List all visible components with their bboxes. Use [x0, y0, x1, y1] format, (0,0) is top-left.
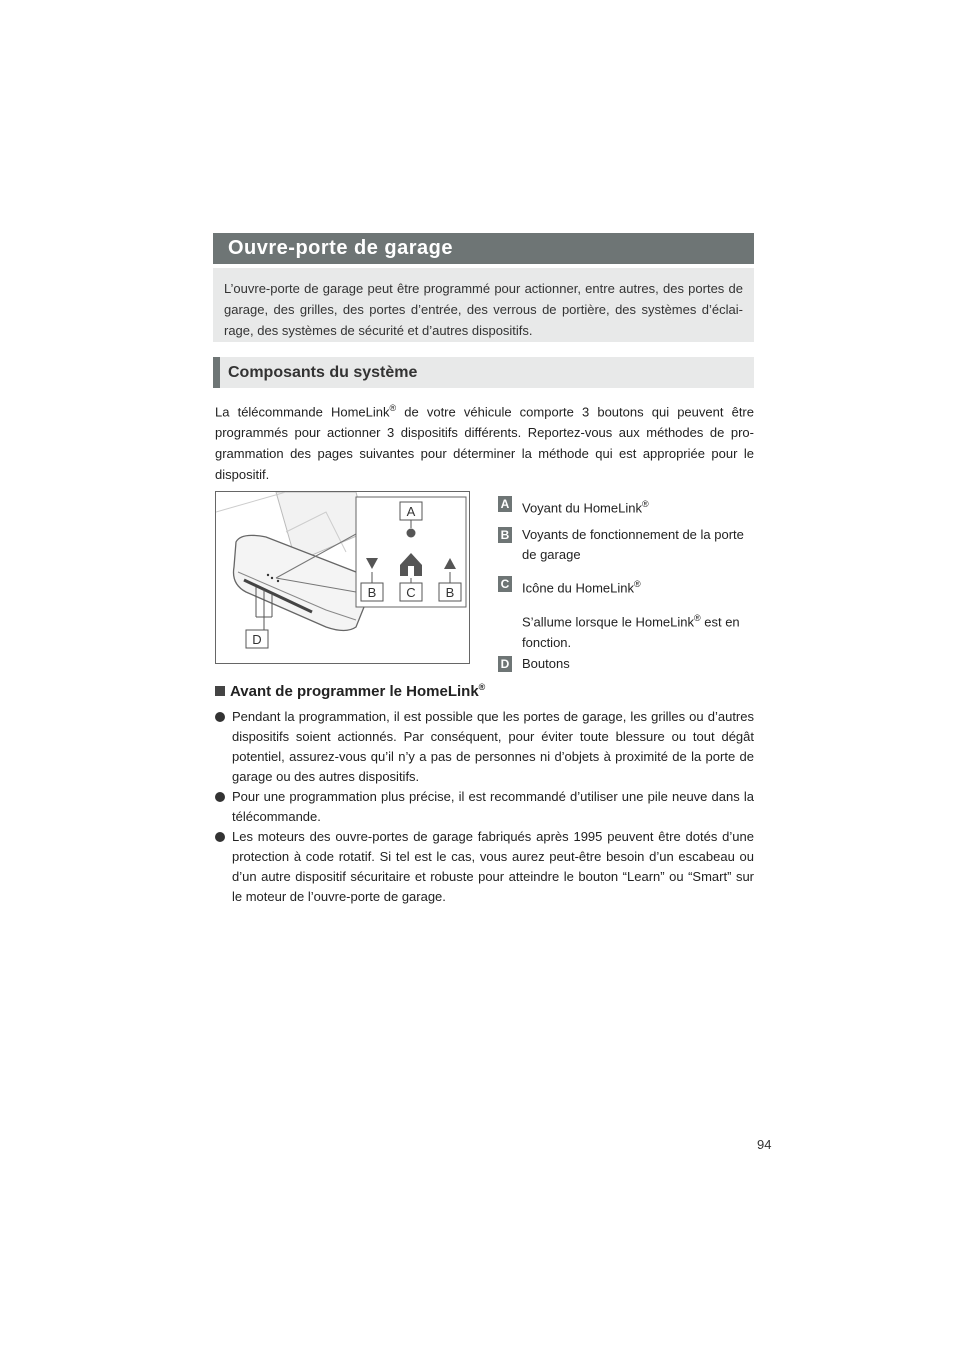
components-title: Composants du système [213, 357, 754, 388]
figure-label-b-left: B [367, 585, 377, 600]
legend-badge-c: C [498, 576, 512, 592]
paragraph-text: La télécommande HomeLink [215, 404, 390, 420]
figure-label-b-right: B [445, 585, 455, 600]
square-bullet-icon [215, 686, 225, 696]
registered-mark: ® [389, 403, 397, 413]
figure-label-a: A [406, 504, 416, 519]
legend-text-b: Voyants de fonctionnement de la porte de garage [522, 527, 744, 562]
mirror-diagram [216, 492, 470, 664]
list-item: Pendant la programmation, il est possible que les portes de garage, les grilles ou d’autres dispositifs soient actionnés. Par conséquent, pour éviter toute blessure ou tout dégât potentiel, assurez-vous qu’il n’y a pas de personnes ni d’objets à proximité de la porte de garage ou des autres dispositifs. [215, 707, 754, 787]
list-item: Les moteurs des ouvre-portes de garage fabriqués après 1995 peuvent être dotés d’une protection à code rotatif. Si tel est le cas, vous aurez peut-être besoin d’un escabeau ou d’un autre dispositif sécuritaire et robuste pour atteindre le bouton “Learn” ou “Smart” sur le moteur de l’ouvre-porte de garage. [215, 827, 754, 907]
components-paragraph [215, 398, 754, 485]
intro-text: L’ouvre-porte de garage peut être programmé pour actionner, entre autres, des portes de garage, des grilles, des portes d’entrée, des verrous de portière, des systèmes d’éclai-rage, des systèmes de sécurité et d’autres dispositifs. [224, 281, 743, 338]
legend-badge-b: B [498, 527, 512, 543]
list-item: Pour une programmation plus précise, il est recommandé d’utiliser une pile neuve dans la télécommande. [215, 787, 754, 827]
section-title: Ouvre-porte de garage [213, 233, 754, 264]
legend-badge-a: A [498, 496, 512, 512]
legend-text-a: Voyant du HomeLink® [522, 499, 649, 516]
homelink-indicator [407, 529, 416, 538]
legend-badge-d: D [498, 656, 512, 672]
paragraph-text-cont: de votre véhicule comporte 3 boutons qui peuvent être programmés pour actionner 3 dispositifs différents. Reportez-vous aux méthodes de pro-grammation des pages suivantes pour déterminer la méthode qui est appropriée pour le dispositif. [215, 404, 754, 483]
bullet-icon [215, 712, 225, 722]
bullet-icon [215, 832, 225, 842]
legend-text-d: Boutons [522, 656, 570, 671]
homelink-illustration [215, 491, 470, 664]
figure-label-d: D [252, 632, 262, 647]
bullet-icon [215, 792, 225, 802]
intro-box [213, 268, 754, 342]
page-number: 94 [757, 1137, 772, 1152]
before-heading: Avant de programmer le HomeLink® [215, 682, 485, 700]
before-bullets [215, 707, 754, 907]
figure-label-c: C [406, 585, 416, 600]
legend-text-c: Icône du HomeLink® S’allume lorsque le HomeLink® est en fonction. [522, 579, 740, 650]
